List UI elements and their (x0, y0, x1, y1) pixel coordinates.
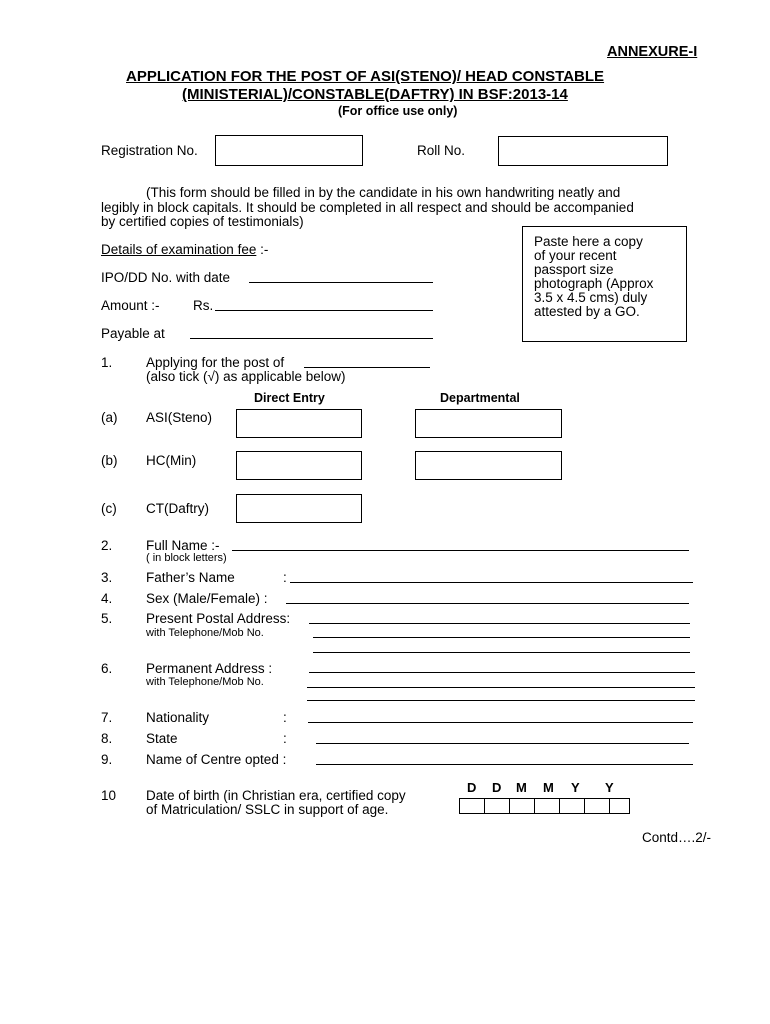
photo-line5: 3.5 x 4.5 cms) duly (534, 290, 648, 305)
form-title-line2: (MINISTERIAL)/CONSTABLE(DAFTRY) IN BSF:2013-14 (182, 86, 568, 103)
option-label-ct-daftry: CT(Daftry) (146, 501, 209, 516)
present-address-field-3[interactable] (313, 652, 690, 653)
dob-label-line2: of Matriculation/ SSLC in support of age. (146, 802, 389, 817)
centre-field[interactable] (316, 764, 693, 765)
roll-label: Roll No. (417, 143, 466, 158)
photo-line3: passport size (534, 262, 614, 277)
present-address-field-2[interactable] (313, 637, 690, 638)
nationality-field[interactable] (308, 722, 693, 723)
annexure-label: ANNEXURE-I (607, 44, 698, 60)
sex-number: 4. (101, 591, 113, 606)
permanent-address-field-3[interactable] (307, 700, 695, 701)
photo-line6: attested by a GO. (534, 304, 640, 319)
dob-cell-y3[interactable] (609, 798, 630, 814)
asi-steno-departmental-checkbox[interactable] (415, 409, 562, 438)
state-colon: : (283, 731, 287, 746)
payable-at-label: Payable at (101, 326, 165, 341)
dob-header-m2: M (543, 780, 554, 795)
photo-line4: photograph (Approx (534, 276, 654, 291)
hc-min-direct-checkbox[interactable] (236, 451, 362, 480)
permanent-address-label: Permanent Address : (146, 661, 273, 676)
post-number: 1. (101, 355, 113, 370)
direct-entry-header: Direct Entry (254, 391, 325, 405)
father-name-colon: : (283, 570, 287, 585)
office-use-note: (For office use only) (338, 104, 458, 118)
father-name-label: Father’s Name (146, 570, 235, 585)
rs-label: Rs. (193, 298, 214, 313)
full-name-field[interactable] (232, 550, 689, 551)
centre-label: Name of Centre opted : (146, 752, 287, 767)
registration-number-box[interactable] (215, 135, 363, 166)
payable-at-field[interactable] (190, 338, 433, 339)
father-name-number: 3. (101, 570, 113, 585)
asi-steno-direct-checkbox[interactable] (236, 409, 362, 438)
ct-daftry-direct-checkbox[interactable] (236, 494, 362, 523)
post-label: Applying for the post of (146, 355, 285, 370)
roll-number-box[interactable] (498, 136, 668, 166)
post-field[interactable] (304, 367, 430, 368)
continued-note: Contd….2/- (642, 830, 712, 845)
departmental-header: Departmental (440, 391, 520, 405)
amount-label: Amount :- (101, 298, 160, 313)
dob-cell-m2[interactable] (534, 798, 560, 814)
post-tick-note: (also tick (√) as applicable below) (146, 369, 346, 384)
permanent-address-field-2[interactable] (307, 687, 695, 688)
present-address-label: Present Postal Address: (146, 611, 291, 626)
dob-header-d1: D (467, 780, 477, 795)
amount-field[interactable] (215, 310, 433, 311)
ipo-dd-label: IPO/DD No. with date (101, 270, 231, 285)
dob-cell-y2[interactable] (584, 798, 610, 814)
dob-cell-d1[interactable] (459, 798, 485, 814)
permanent-address-field-1[interactable] (309, 672, 695, 673)
dob-cell-m1[interactable] (509, 798, 535, 814)
fee-heading-text: Details of examination fee (101, 242, 257, 257)
dob-header-d2: D (492, 780, 502, 795)
full-name-note: ( in block letters) (146, 552, 227, 564)
nationality-number: 7. (101, 710, 113, 725)
state-label: State (146, 731, 178, 746)
present-address-field-1[interactable] (309, 623, 690, 624)
present-address-note: with Telephone/Mob No. (146, 627, 264, 639)
option-label-hc-min: HC(Min) (146, 453, 197, 468)
instructions-line1: (This form should be filled in by the candidate in his own handwriting neatly and (146, 185, 621, 200)
centre-number: 9. (101, 752, 113, 767)
dob-label-line1: Date of birth (in Christian era, certified copy (146, 788, 406, 803)
registration-label: Registration No. (101, 143, 198, 158)
fee-heading (101, 242, 268, 258)
present-address-number: 5. (101, 611, 113, 626)
option-label-asi-steno: ASI(Steno) (146, 410, 213, 425)
dob-number: 10 (101, 788, 117, 803)
form-title-line1: APPLICATION FOR THE POST OF ASI(STENO)/ HEAD CONSTABLE (126, 68, 605, 85)
permanent-address-note: with Telephone/Mob No. (146, 676, 264, 688)
dob-cell-d2[interactable] (484, 798, 510, 814)
option-tag-c: (c) (101, 501, 117, 516)
dob-cell-y1[interactable] (559, 798, 585, 814)
dob-header-m1: M (516, 780, 527, 795)
sex-label: Sex (Male/Female) : (146, 591, 268, 606)
ipo-dd-field[interactable] (249, 282, 433, 283)
full-name-number: 2. (101, 538, 113, 553)
photo-line2: of your recent (534, 248, 617, 263)
hc-min-departmental-checkbox[interactable] (415, 451, 562, 480)
nationality-label: Nationality (146, 710, 210, 725)
nationality-colon: : (283, 710, 287, 725)
option-tag-b: (b) (101, 453, 118, 468)
state-number: 8. (101, 731, 113, 746)
fee-heading-suffix: :- (256, 242, 269, 257)
dob-header-y1: Y (571, 780, 580, 795)
option-tag-a: (a) (101, 410, 118, 425)
father-name-field[interactable] (290, 582, 693, 583)
instructions-line2: legibly in block capitals. It should be completed in all respect and should be accompanied (101, 200, 634, 215)
dob-header-y2: Y (605, 780, 614, 795)
permanent-address-number: 6. (101, 661, 113, 676)
full-name-label: Full Name :- (146, 538, 220, 553)
photo-line1: Paste here a copy (534, 234, 643, 249)
sex-field[interactable] (286, 603, 689, 604)
instructions-line3: by certified copies of testimonials) (101, 214, 304, 229)
state-field[interactable] (316, 743, 689, 744)
